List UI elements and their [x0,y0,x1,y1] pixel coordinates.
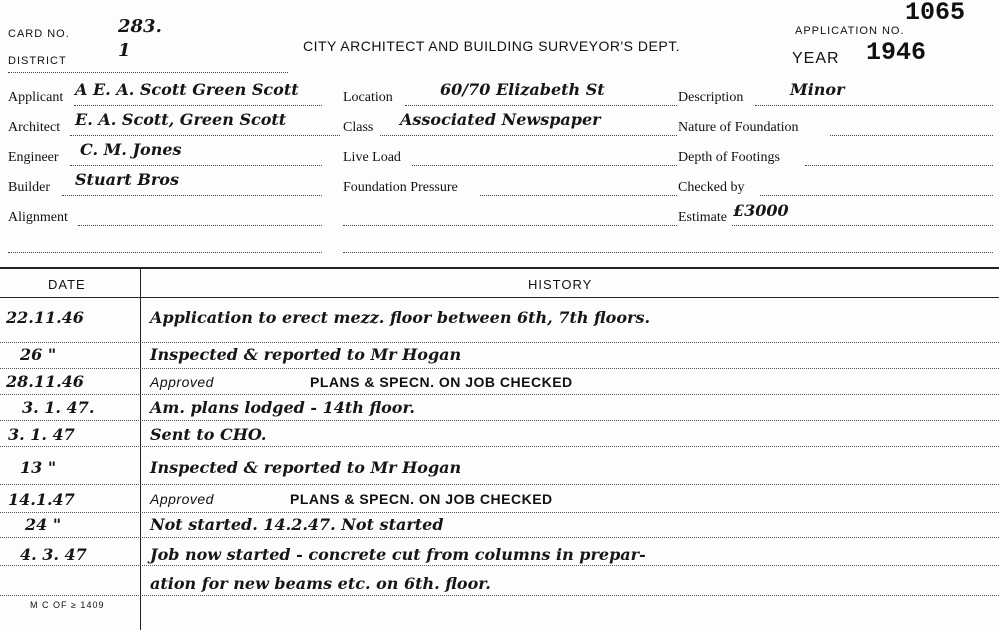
district-underline [8,72,288,73]
description-label: Description [678,90,744,105]
architect-value: E. A. Scott, Green Scott [75,110,287,129]
row-rule [0,565,999,566]
plans-checked-stamp: PLANS & SPECN. ON JOB CHECKED [310,374,573,390]
depth-of-footings-label: Depth of Footings [678,150,780,165]
location-label: Location [343,90,393,105]
history-date: 26 " [20,345,57,364]
district-value: 1 [118,40,131,61]
class-line [380,135,677,136]
architect-label: Architect [8,120,61,135]
live-load-label: Live Load [343,150,401,165]
history-date: 4. 3. 47 [20,545,87,564]
applicant-value: A E. A. Scott Green Scott [75,80,299,99]
engineer-value: C. M. Jones [80,140,182,159]
history-top-rule [0,267,999,269]
builder-label: Builder [8,180,50,195]
history-header: HISTORY [528,277,593,292]
history-header-rule [0,297,999,298]
blank-line-2 [8,252,322,253]
department-title: CITY ARCHITECT AND BUILDING SURVEYOR'S DEPT. [303,38,681,54]
history-entry: Not started. 14.2.47. Not started [150,515,444,534]
location-value: 60/70 Elizabeth St [440,80,605,99]
alignment-label: Alignment [8,210,68,225]
engineer-label: Engineer [8,150,59,165]
class-label: Class [343,120,374,135]
history-entry: Inspected & reported to Mr Hogan [150,345,462,364]
row-rule [0,420,999,421]
application-no-label: APPLICATION NO. [795,25,905,37]
history-date: 13 " [20,458,57,477]
nature-line [830,135,993,136]
estimate-line [732,225,993,226]
history-date: 3. 1. 47 [8,425,75,444]
foundation-pressure-line [480,195,677,196]
estimate-label: Estimate [678,210,727,225]
history-entry: Inspected & reported to Mr Hogan [150,458,462,477]
date-header: DATE [48,277,86,292]
blank-line-1 [343,225,677,226]
approved-stamp: Approved [150,491,214,507]
checked-by-line [760,195,993,196]
row-rule [0,342,999,343]
card-no-label: CARD NO. [8,28,70,40]
location-line [405,105,677,106]
history-date: 14.1.47 [8,490,75,509]
row-rule [0,484,999,485]
history-entry: Job now started - concrete cut from columns in prepar- [150,545,646,564]
plans-checked-stamp: PLANS & SPECN. ON JOB CHECKED [290,491,553,507]
description-line [755,105,993,106]
history-entry: Am. plans lodged - 14th floor. [150,398,415,417]
estimate-value: £3000 [733,201,789,220]
foundation-pressure-label: Foundation Pressure [343,180,458,195]
blank-line-4 [678,252,993,253]
district-label: DISTRICT [8,55,67,67]
history-date: 28.11.46 [6,372,84,391]
description-value: Minor [790,80,845,99]
history-entry: Application to erect mezz. floor between 6th, 7th floors. [150,308,651,327]
architect-line [70,135,340,136]
applicant-line [74,105,322,106]
application-no-value: 1065 [905,0,966,27]
form-code: M C OF ≥ 1409 [30,600,105,610]
builder-value: Stuart Bros [75,170,179,189]
history-date: 22.11.46 [6,308,84,327]
history-entry: ation for new beams etc. on 6th. floor. [150,574,491,593]
checked-by-label: Checked by [678,180,745,195]
history-date: 24 " [25,515,62,534]
row-rule [0,368,999,369]
nature-of-foundation-label: Nature of Foundation [678,120,799,135]
card-no-value: 283. [118,16,162,37]
engineer-line [70,165,322,166]
date-column-divider [140,268,141,630]
depth-line [805,165,993,166]
approved-stamp: Approved [150,374,214,390]
row-rule [0,394,999,395]
row-rule [0,446,999,447]
applicant-label: Applicant [8,90,64,105]
history-entry: Sent to CHO. [150,425,267,444]
history-date: 3. 1. 47. [22,398,95,417]
live-load-line [412,165,677,166]
builder-line [62,195,322,196]
year-value: 1946 [866,38,927,67]
year-label: YEAR [792,50,840,67]
row-rule [0,537,999,538]
row-rule [0,595,999,596]
class-value: Associated Newspaper [400,110,601,129]
alignment-line [78,225,322,226]
blank-line-3 [343,252,677,253]
row-rule [0,512,999,513]
